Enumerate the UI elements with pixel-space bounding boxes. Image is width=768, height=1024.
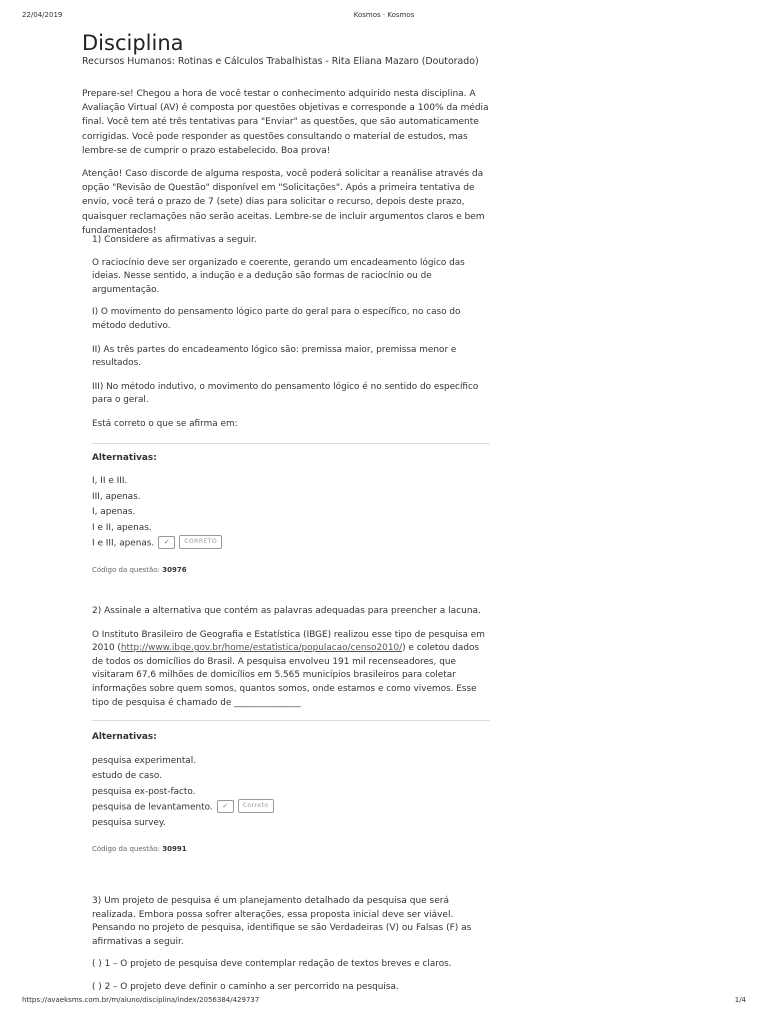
page-content	[82, 30, 502, 238]
page-title: Disciplina	[82, 31, 184, 55]
alternative-item[interactable]: pesquisa survey.	[92, 817, 166, 828]
alternative-item[interactable]: pesquisa experimental.	[92, 755, 197, 766]
statement-3: III) No método indutivo, o movimento do pensamento lógico é no sentido do específico para o geral.	[92, 381, 479, 406]
question-text: O raciocínio deve ser organizado e coerente, gerando um encadeamento lógico das ideias. Nesse sentido, a indução e a dedução são formas de raciocínio ou de argumentação.	[92, 257, 465, 295]
check-icon: ✓	[217, 800, 234, 813]
question-title: 2) Assinale a alternativa que contém as palavras adequadas para preencher a lacuna.	[92, 606, 481, 616]
statement-1: ( ) 1 – O projeto de pesquisa deve contemplar redação de textos breves e claros.	[92, 959, 452, 970]
question-code: Código da questão: 30991	[92, 845, 187, 854]
intro-paragraph: Prepare-se! Chegou a hora de você testar o conhecimento adquirido nesta disciplina. A Avaliação Virtual (AV) é composta por questões objetivas e corresponde a 100% da média final. Você tem até três tentativas para "Enviar" as questões, que são automaticamente corrigidas. Você pode responder as questões consultando o material de estudos, mas lembre-se de cumprir o prazo estabelecido. Boa prova!	[82, 89, 489, 156]
print-header	[22, 11, 746, 23]
question-prompt: Está correto o que se afirma em:	[92, 418, 238, 429]
question-code: Código da questão: 30976	[92, 565, 187, 574]
check-icon: ✓	[158, 536, 175, 549]
alternatives-list	[92, 474, 490, 552]
alternative-item-selected[interactable]: pesquisa de levantamento. ✓ Correto	[92, 800, 490, 816]
print-url: https://avaeksms.com.br/m/aluno/disciplina/index/2056384/429737	[22, 996, 260, 1004]
print-date: 22/04/2019	[22, 11, 63, 19]
question-title: 3) Um projeto de pesquisa é um planejamento detalhado da pesquisa que será realizada. Embora possa sofrer alterações, essa proposta inicial deve ser viável. Pensando no projeto de pesquisa, identifique se são Verdadeiras (V) ou Falsas (F) as afirmativas a seguir.	[92, 896, 472, 947]
alternative-item[interactable]: pesquisa ex-post-facto.	[92, 786, 196, 797]
print-page-title: Kosmos · Kosmos	[353, 11, 415, 19]
correct-badge: CORRETO	[179, 535, 222, 549]
question-2	[92, 605, 490, 857]
question-3	[92, 895, 490, 995]
alternative-item[interactable]: I, II e III.	[92, 476, 128, 487]
course-subtitle: Recursos Humanos: Rotinas e Cálculos Trabalhistas - Rita Eliana Mazaro (Doutorado)	[82, 56, 479, 67]
alternative-item-selected[interactable]: I e III, apenas. ✓ CORRETO	[92, 536, 490, 552]
correct-badge: Correto	[238, 799, 274, 813]
question-1	[92, 234, 490, 577]
statement-1: I) O movimento do pensamento lógico parte do geral para o específico, no caso do método dedutivo.	[92, 307, 461, 331]
page-number: 1/4	[734, 996, 746, 1004]
alternative-item[interactable]: estudo de caso.	[92, 771, 163, 782]
statement-2: II) As três partes do encadeamento lógico são: premissa maior, premissa menor e resultados.	[92, 344, 457, 369]
ibge-link[interactable]: http://www.ibge.gov.br/home/estatistica/populacao/censo2010/	[120, 643, 403, 654]
attention-paragraph: Atenção! Caso discorde de alguma resposta, você poderá solicitar a reanálise através da opção "Revisão de Questão" disponível em "Solicitações". Após a primeira tentativa de envio, você terá o prazo de 7 (sete) dias para solicitar o recurso, depois deste prazo, quaisquer reclamações não serão aceitas. Lembre-se de incluir argumentos claros e bem fundamentados!	[82, 169, 485, 236]
question-title: 1) Considere as afirmativas a seguir.	[92, 235, 257, 245]
alternatives-heading: Alternativas:	[92, 732, 157, 743]
alternative-item[interactable]: I e II, apenas.	[92, 522, 152, 533]
alternatives-list	[92, 754, 490, 832]
question-text: O Instituto Brasileiro de Geografia e Estatística (IBGE) realizou esse tipo de pesquisa em 2010 (http://www.ibge.gov.br/home/estatistica/populacao/censo2010/) e coletou dados de todos os domicílios do Brasil. A pesquisa envolveu 191 mil recenseadores, que visitaram 67,6 milhões de domicílios em 5.565 municípios brasileiros para coletar informações sobre quem somos, quantos somos, onde estamos e como vivemos. Esse tipo de pesquisa é chamado de _______________	[92, 629, 485, 708]
alternatives-heading: Alternativas:	[92, 452, 157, 463]
alternative-item[interactable]: III, apenas.	[92, 491, 141, 502]
statement-2: ( ) 2 – O projeto deve definir o caminho a ser percorrido na pesquisa.	[92, 981, 399, 992]
divider	[92, 443, 490, 444]
print-footer	[22, 996, 746, 1008]
divider	[92, 720, 490, 721]
alternative-item[interactable]: I, apenas.	[92, 507, 136, 518]
